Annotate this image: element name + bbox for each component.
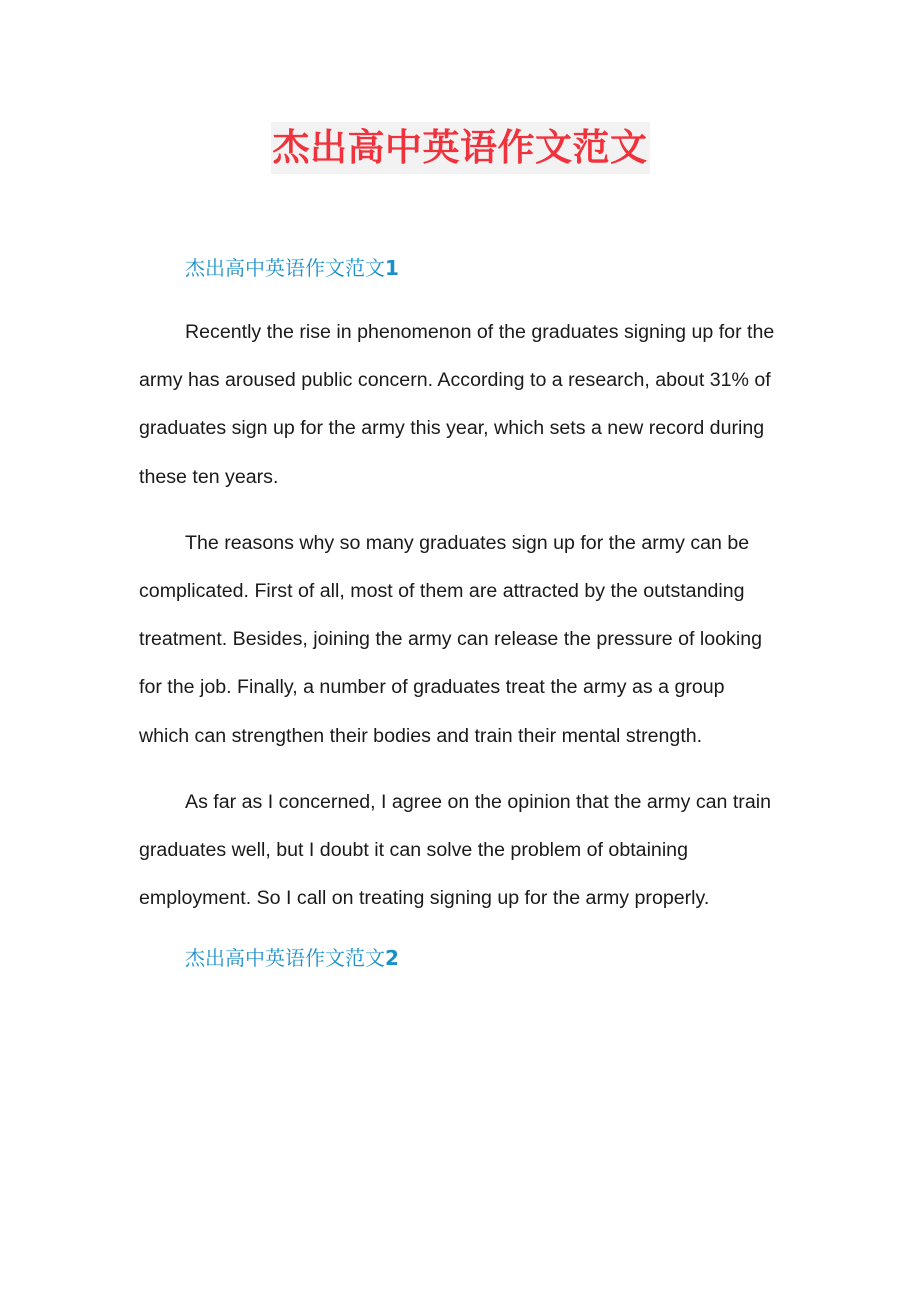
section-heading-2 xyxy=(139,940,779,976)
section-heading-number: 1 xyxy=(385,256,399,280)
document-body xyxy=(139,250,779,976)
paragraph-3: As far as I concerned, I agree on the opinion that the army can train graduates well, but I doubt it can solve the problem of obtaining employment. So I call on treating signing up for the army properly. xyxy=(139,790,771,910)
section-heading-number: 2 xyxy=(385,946,399,971)
paragraph-1: Recently the rise in phenomenon of the graduates signing up for the army has aroused public concern. According to a research, about 31% of graduates sign up for the army this year, which sets a new record during these ten years. xyxy=(139,321,775,488)
section-heading-text: 杰出高中英语作文范文 xyxy=(185,256,385,280)
section-heading-text: 杰出高中英语作文范文 xyxy=(185,946,385,971)
section-heading-1 xyxy=(139,250,779,286)
document-title: 杰出高中英语作文范文 xyxy=(271,122,650,174)
paragraph-2: The reasons why so many graduates sign up for the army can be complicated. First of all, most of them are attracted by the outstanding treatment. Besides, joining the army can release the pressure of looking for the job. Finally, a number of graduates treat the army as a group which can strengthen their bodies and train their mental strength. xyxy=(139,531,762,747)
title-container xyxy=(0,122,920,174)
